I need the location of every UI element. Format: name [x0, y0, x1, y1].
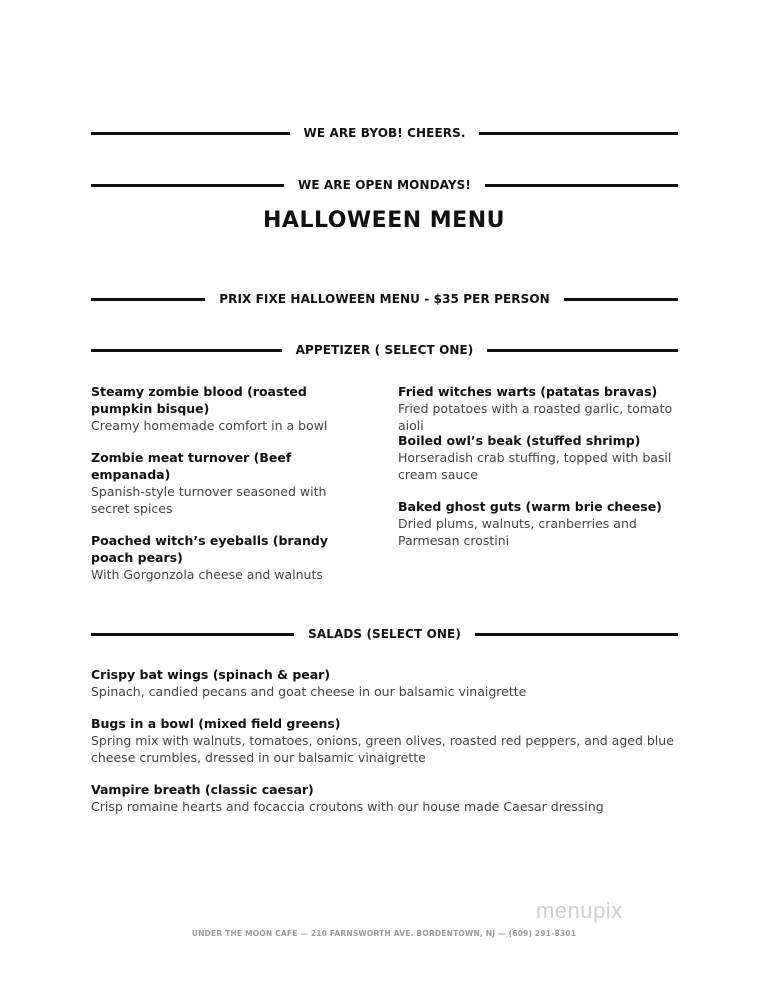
- menu-item: [398, 432, 688, 483]
- item-description: Creamy homemade comfort in a bowl: [91, 418, 328, 433]
- divider-line: [485, 184, 678, 187]
- item-name: Baked ghost guts (warm brie cheese): [398, 499, 662, 514]
- item-description: Crisp romaine hearts and focaccia croutons with our house made Caesar dressing: [91, 799, 604, 814]
- item-name: Bugs in a bowl (mixed field greens): [91, 716, 341, 731]
- page-title: HALLOWEEN MENU: [263, 208, 505, 233]
- item-description: Spring mix with walnuts, tomatoes, onions, green olives, roasted red peppers, and aged blue cheese crumbles, dressed in our balsamic vinaigrette: [91, 733, 674, 765]
- divider-line: [91, 184, 284, 187]
- byob-label: WE ARE BYOB! CHEERS.: [303, 126, 466, 140]
- divider-line: [564, 298, 678, 301]
- item-name: Zombie meat turnover (Beef empanada): [91, 450, 292, 482]
- item-name: Poached witch’s eyeballs (brandy poach pears): [91, 533, 329, 565]
- menu-item: [91, 715, 691, 766]
- item-description: Spanish-style turnover seasoned with secret spices: [91, 484, 327, 516]
- menu-item: [91, 449, 361, 517]
- prix-fixe-label: PRIX FIXE HALLOWEEN MENU - $35 PER PERSON: [219, 292, 550, 306]
- item-name: Fried witches warts (patatas bravas): [398, 384, 658, 399]
- menupix-watermark: menupix: [536, 898, 623, 923]
- footer-address: UNDER THE MOON CAFE — 210 FARNSWORTH AVE. BORDENTOWN, NJ — (609) 291-8301: [191, 929, 577, 938]
- divider-line: [91, 349, 282, 352]
- prix-fixe-banner: [91, 289, 678, 309]
- mondays-banner: [91, 175, 678, 195]
- menu-item: [91, 383, 361, 434]
- item-name: Vampire breath (classic caesar): [91, 782, 314, 797]
- menu-item: [91, 532, 361, 583]
- menu-item: [91, 781, 691, 815]
- item-description: Dried plums, walnuts, cranberries and Parmesan crostini: [398, 516, 637, 548]
- item-description: Fried potatoes with a roasted garlic, tomato aioli: [398, 401, 673, 433]
- menu-item: [398, 498, 688, 549]
- item-description: Spinach, candied pecans and goat cheese in our balsamic vinaigrette: [91, 684, 527, 699]
- divider-line: [479, 132, 678, 135]
- byob-banner: [91, 123, 678, 143]
- appetizer-heading-label: APPETIZER ( SELECT ONE): [295, 343, 474, 357]
- divider-line: [487, 349, 678, 352]
- menu-item: [91, 666, 691, 700]
- divider-line: [91, 298, 205, 301]
- item-description: Horseradish crab stuffing, topped with basil cream sauce: [398, 450, 672, 482]
- salads-heading-label: SALADS (SELECT ONE): [308, 627, 461, 641]
- appetizer-heading: [91, 340, 678, 360]
- divider-line: [91, 132, 290, 135]
- menu-item: [398, 383, 688, 434]
- item-name: Boiled owl’s beak (stuffed shrimp): [398, 433, 641, 448]
- item-name: Crispy bat wings (spinach & pear): [91, 667, 331, 682]
- salads-heading: [91, 624, 678, 644]
- divider-line: [91, 633, 294, 636]
- mondays-label: WE ARE OPEN MONDAYS!: [297, 178, 472, 192]
- divider-line: [475, 633, 678, 636]
- item-description: With Gorgonzola cheese and walnuts: [91, 567, 323, 582]
- item-name: Steamy zombie blood (roasted pumpkin bisque): [91, 384, 307, 416]
